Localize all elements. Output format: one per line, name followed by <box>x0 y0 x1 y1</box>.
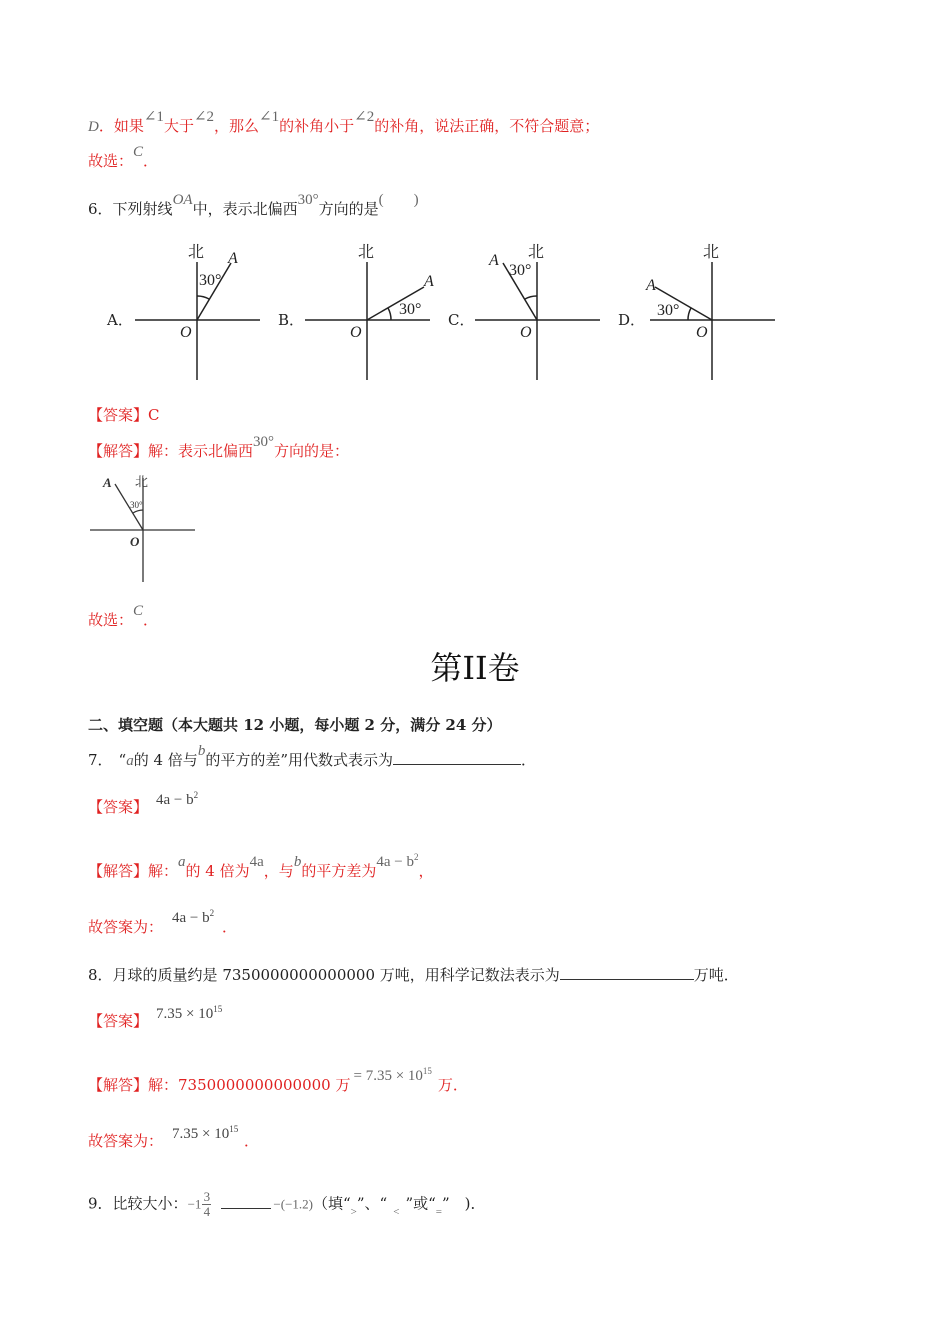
explain-6: 【解答】解：表示北偏西30°方向的是： <box>88 434 350 460</box>
final-7: 故答案为： <box>88 918 164 936</box>
diagram-c-north: 北 <box>528 244 545 261</box>
question-6: 6．下列射线OA中，表示北偏西30°方向的是( ) <box>88 192 419 218</box>
math-30-deg-2: 30° <box>253 434 275 450</box>
answer-blank-7[interactable] <box>393 750 521 765</box>
answer-7: 【答案】 <box>88 798 149 816</box>
diagram-d-north: 北 <box>703 244 720 261</box>
answer-8-expr: $7.35 \times 10^{15}$ <box>156 1004 223 1022</box>
math-angle-1: ∠1 <box>143 109 164 125</box>
diagram-d-origin: O <box>696 324 708 341</box>
math-30-deg: 30° <box>297 192 319 208</box>
final-7-expr: $4a - b^2$ <box>172 908 215 926</box>
final-8-expr: $7.35 \times 10^{15}$ <box>172 1124 239 1142</box>
diagram-b-point-a: A <box>424 273 434 290</box>
answer-7-expr: $4a - b^2$ <box>156 790 199 808</box>
diagram-b-arc <box>388 308 391 320</box>
select-line-2: 故选：C． <box>88 603 159 629</box>
diagram-d-point-a: A <box>646 277 656 294</box>
explain-north: 北 <box>135 474 149 489</box>
option-c-label: C． <box>448 311 475 329</box>
math-angle-2b: ∠2 <box>354 109 375 125</box>
answer-blank-8[interactable] <box>560 965 694 980</box>
option-d-label: D． <box>618 311 646 329</box>
fraction-three-quarters: $\frac{3}{4}$ <box>203 1189 211 1219</box>
answer-8: 【答案】 <box>88 1012 149 1030</box>
diagram-a-north: 北 <box>188 244 205 261</box>
answer-6: 【答案】C <box>88 406 160 424</box>
diagram-c-point-a: A <box>489 252 499 269</box>
diagram-b-north: 北 <box>358 244 375 261</box>
select-line-1: 故选：C． <box>88 144 159 170</box>
diagram-a-arc <box>197 296 209 299</box>
question-7: 7． “a的 4 倍与b的平方的差”用代数式表示为 ． <box>88 743 536 769</box>
math-b: b <box>197 743 206 759</box>
explain-angle: 30° <box>130 500 143 510</box>
final-8: 故答案为： <box>88 1132 164 1150</box>
math-a: a <box>126 753 134 769</box>
answer-paren: ( ) <box>378 192 419 208</box>
select-value-2: C <box>133 603 144 619</box>
diagram-b-origin: O <box>350 324 362 341</box>
math-angle-1b: ∠1 <box>259 109 280 125</box>
option-b-label: B． <box>278 311 305 329</box>
question-9: 9．比较大小：−1 $\frac{3}{4}$ −(−1.2)（填“$_>$”、“ $_<$ ”或“$_=$” )． <box>88 1189 486 1219</box>
diagram-b-angle: 30° <box>399 301 422 318</box>
diagram-d-angle: 30° <box>657 302 680 319</box>
explain-origin: O <box>130 534 140 549</box>
explain-8: 【解答】解：7350000000000000 万 = $7.35 \times 10^{15}$万． <box>88 1066 468 1094</box>
question-8: 8．月球的质量约是 7350000000000000 万吨，用科学记数法表示为 万吨． <box>88 966 739 984</box>
option-d-explanation: D．如果∠1大于∠2，那么∠1的补角小于∠2的补角，说法正确，不符合题意； <box>88 109 600 135</box>
math-angle-2: ∠2 <box>193 109 215 125</box>
diagram-c-angle: 30° <box>509 262 532 279</box>
explain-point-a: A <box>103 475 112 490</box>
diagram-a-angle: 30° <box>199 272 222 289</box>
diagram-c-origin: O <box>520 324 532 341</box>
diagram-a-origin: O <box>180 324 192 341</box>
option-diagrams <box>0 0 950 400</box>
math-d: D <box>88 119 99 135</box>
option-a-label: A． <box>107 311 133 329</box>
select-value-1: C <box>133 144 144 160</box>
answer-blank-9[interactable] <box>221 1194 271 1209</box>
section-2-heading: 二、填空题（本大题共 12 小题，每小题 2 分，满分 24 分） <box>88 716 502 734</box>
explain-7: 【解答】解：a的 4 倍为4a，与b的平方差为$4a - b^2$， <box>88 852 434 880</box>
diagram-c-arc <box>525 296 537 299</box>
diagram-a-point-a: A <box>228 250 238 267</box>
math-oa: OA <box>172 192 193 208</box>
diagram-d-arc <box>688 308 691 320</box>
explain-diagram <box>85 470 205 590</box>
section-title: 第II卷 <box>430 649 520 687</box>
